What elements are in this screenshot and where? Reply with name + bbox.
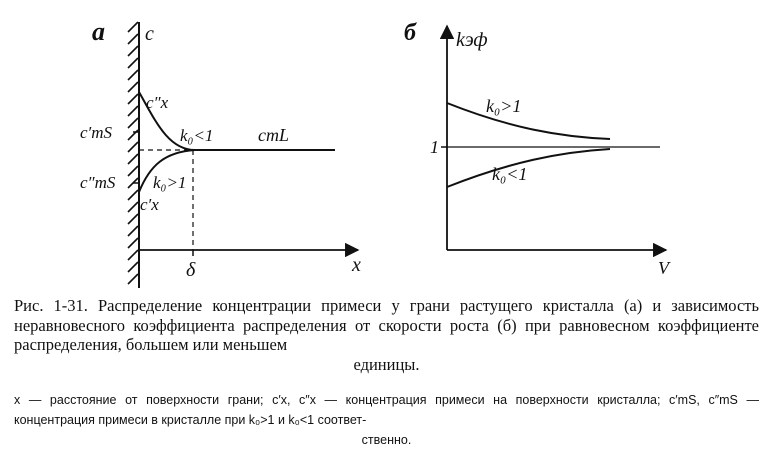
label-k-less-b: k₀<1 [492,164,528,184]
panel-a-y-label: c [145,23,154,45]
caption-line-2: (а) и зависимость неравновесного коэффициента распределения от скорости [14,296,760,335]
panel-a [80,17,361,288]
label-cms-upper: c′mS [80,123,113,142]
notes-line-3: ственно. [361,433,412,447]
curve-b-k-less [447,149,610,187]
caption-line-4: единицы. [353,354,420,374]
caption-line-1: Рис. 1-31. Распределение концентрации примеси у грани растущего кристалла [14,296,614,315]
notes-line-2: кристалла; c′mS, c″mS — концентрация примеси в кристалле при k₀>1 и k₀<1 соответ- [14,393,759,427]
panel-a-x-label: x [352,254,361,276]
panel-b-y-label: kэф [456,29,488,51]
label-k-less-a: k₀<1 [180,126,214,145]
notes-line-1: x — расстояние от поверхности грани; c′x, c″x — концентрация примеси на поверхности [14,393,589,407]
panel-b-x-label: V [658,258,669,278]
figure-notes [14,390,759,450]
panel-a-letter: а [92,17,105,46]
label-cml: cmL [258,125,289,145]
label-cx-lower: c′x [140,195,159,214]
panel-b-letter: б [404,20,416,46]
crystal-face-hatching [128,22,138,284]
caption-line-3: роста (б) при равновесном коэффициенте распределения, большем или меньшем [14,315,760,354]
curve-b-k-greater [447,103,610,139]
figure-caption [14,296,759,374]
panel-b [404,20,671,278]
label-k-greater-b: k₀>1 [486,96,522,116]
panel-b-unity-label: 1 [430,137,439,157]
panel-a-delta-label: δ [186,259,196,281]
curve-k-less-than-one [139,92,335,150]
label-k-greater-a: k₀>1 [153,173,187,192]
label-cx-upper: c″x [146,93,169,112]
label-cms-lower: c″mS [80,173,116,192]
